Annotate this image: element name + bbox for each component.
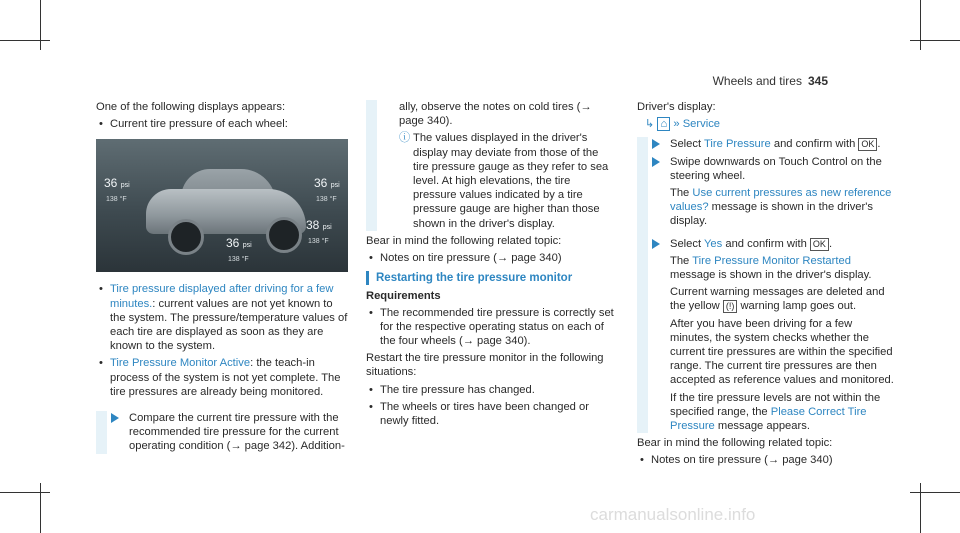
crop-mark <box>40 0 41 50</box>
list-item: • Tire pressure displayed after driving for a few minutes.: current values are not yet known to the system. The pressure/temperature values of each tire are displayed as soon as they are known to the system. <box>96 282 348 353</box>
ok-button-icon: OK <box>858 138 877 151</box>
section-heading: Restarting the tire pressure monitor <box>366 271 616 285</box>
rear-right-temp: 138 °F <box>308 238 329 246</box>
step-arrow-icon <box>652 139 660 149</box>
related-topic-label: Bear in mind the following related topic: <box>366 234 562 247</box>
intro-text: One of the following displays appears: <box>96 101 286 113</box>
list-item: • Current tire pressure of each wheel: <box>96 117 348 131</box>
ok-button-icon: OK <box>810 238 829 251</box>
driver-display-label: Driver's display: <box>637 101 716 113</box>
tire-warning-icon: (!) <box>723 300 738 313</box>
list-item: • Tire Pressure Monitor Active: the teach-in process of the system is not yet complete. The tire pressures are already being monitored. <box>96 356 348 399</box>
front-left-temp: 138 °F <box>106 196 127 204</box>
step-arrow-icon <box>652 157 660 167</box>
tip-note: ⓘ The values displayed in the driver's display may deviate from those of the tire pressure gauge as they refer to sea level. At high elevations, the tire pressure values indicated by a tire pressure gauge are higher than those shown in the driver's display. <box>399 131 616 230</box>
crop-mark <box>910 40 960 41</box>
wheel-icon <box>266 217 302 253</box>
column-2 <box>366 100 616 431</box>
front-right-temp: 138 °F <box>316 196 337 204</box>
column-3 <box>637 100 897 471</box>
crop-mark <box>910 492 960 493</box>
page-number: 345 <box>807 74 828 88</box>
rear-left-temp: 138 °F <box>228 256 249 264</box>
step-arrow-icon <box>111 413 119 423</box>
requirements-heading: Requirements <box>366 290 441 303</box>
menu-service: Service <box>682 118 721 131</box>
front-left-pressure: 36 psi <box>104 176 130 191</box>
wheel-icon <box>168 219 204 255</box>
list-item: • The recommended tire pressure is correctly set for the respective operating status on each of the four wheels (→ page 340). <box>366 306 616 349</box>
watermark: carmanualsonline.info <box>590 505 756 524</box>
column-1 <box>96 100 348 454</box>
menu-path <box>637 117 897 131</box>
crop-mark <box>0 492 50 493</box>
crop-mark <box>40 483 41 533</box>
home-icon: ⌂ <box>657 117 670 131</box>
header-title: Wheels and tires <box>712 74 802 88</box>
crop-mark <box>920 483 921 533</box>
restart-text: Restart the tire pressure monitor in the following situations: <box>366 352 604 379</box>
related-topic-label: Bear in mind the following related topic: <box>637 437 833 450</box>
front-right-pressure: 36 psi <box>314 176 340 191</box>
crop-mark <box>920 0 921 50</box>
page-header <box>713 74 828 88</box>
chevron-right-icon: » <box>673 118 680 131</box>
rear-right-pressure: 38 psi <box>306 218 332 233</box>
instruction-step: Compare the current tire pressure with the recommended tire pressure for the current operating condition (→ page 342). Addition- <box>96 411 348 454</box>
step-arrow-icon <box>652 239 660 249</box>
car-tire-pressure-image <box>96 139 348 272</box>
step-continuation: ally, observe the notes on cold tires (→ page 340). ⓘ The values displayed in the driver's display may deviate from those of the tire pressure gauge as they refer to sea level. At high elevations, the tire pressure values indicated by a tire pressure gauge are higher than those shown in the driver's display. <box>366 100 616 231</box>
instruction-steps: Select Tire Pressure and confirm with OK . Swipe downwards on Touch Control on the steering wheel. The Use current pressures as new reference values? message is shown in the driver's display. Select Yes and confirm with OK . The Tire Pressure Monitor Restarted message is shown in the driver's display. Current warning messages are deleted and the yellow (!) warning lamp goes out. After you have been driving for a few minutes, the system checks whether the current tire pressures are within the specified range. The current tire pressures are then accepted as reference values and monitored. If the tire pressure levels are not within the specified range, the Please Correct Tire Pressure message appears. <box>637 137 897 433</box>
menu-arrow-icon: ↳ <box>645 118 655 131</box>
rear-left-pressure: 36 psi <box>226 236 252 251</box>
list-item: • Notes on tire pressure (→ page 340) <box>366 251 616 265</box>
list-item: • Notes on tire pressure (→ page 340) <box>637 453 897 467</box>
crop-mark <box>0 40 50 41</box>
list-item: • The wheels or tires have been changed or newly fitted. <box>366 400 616 428</box>
list-item: • The tire pressure has changed. <box>366 383 616 397</box>
